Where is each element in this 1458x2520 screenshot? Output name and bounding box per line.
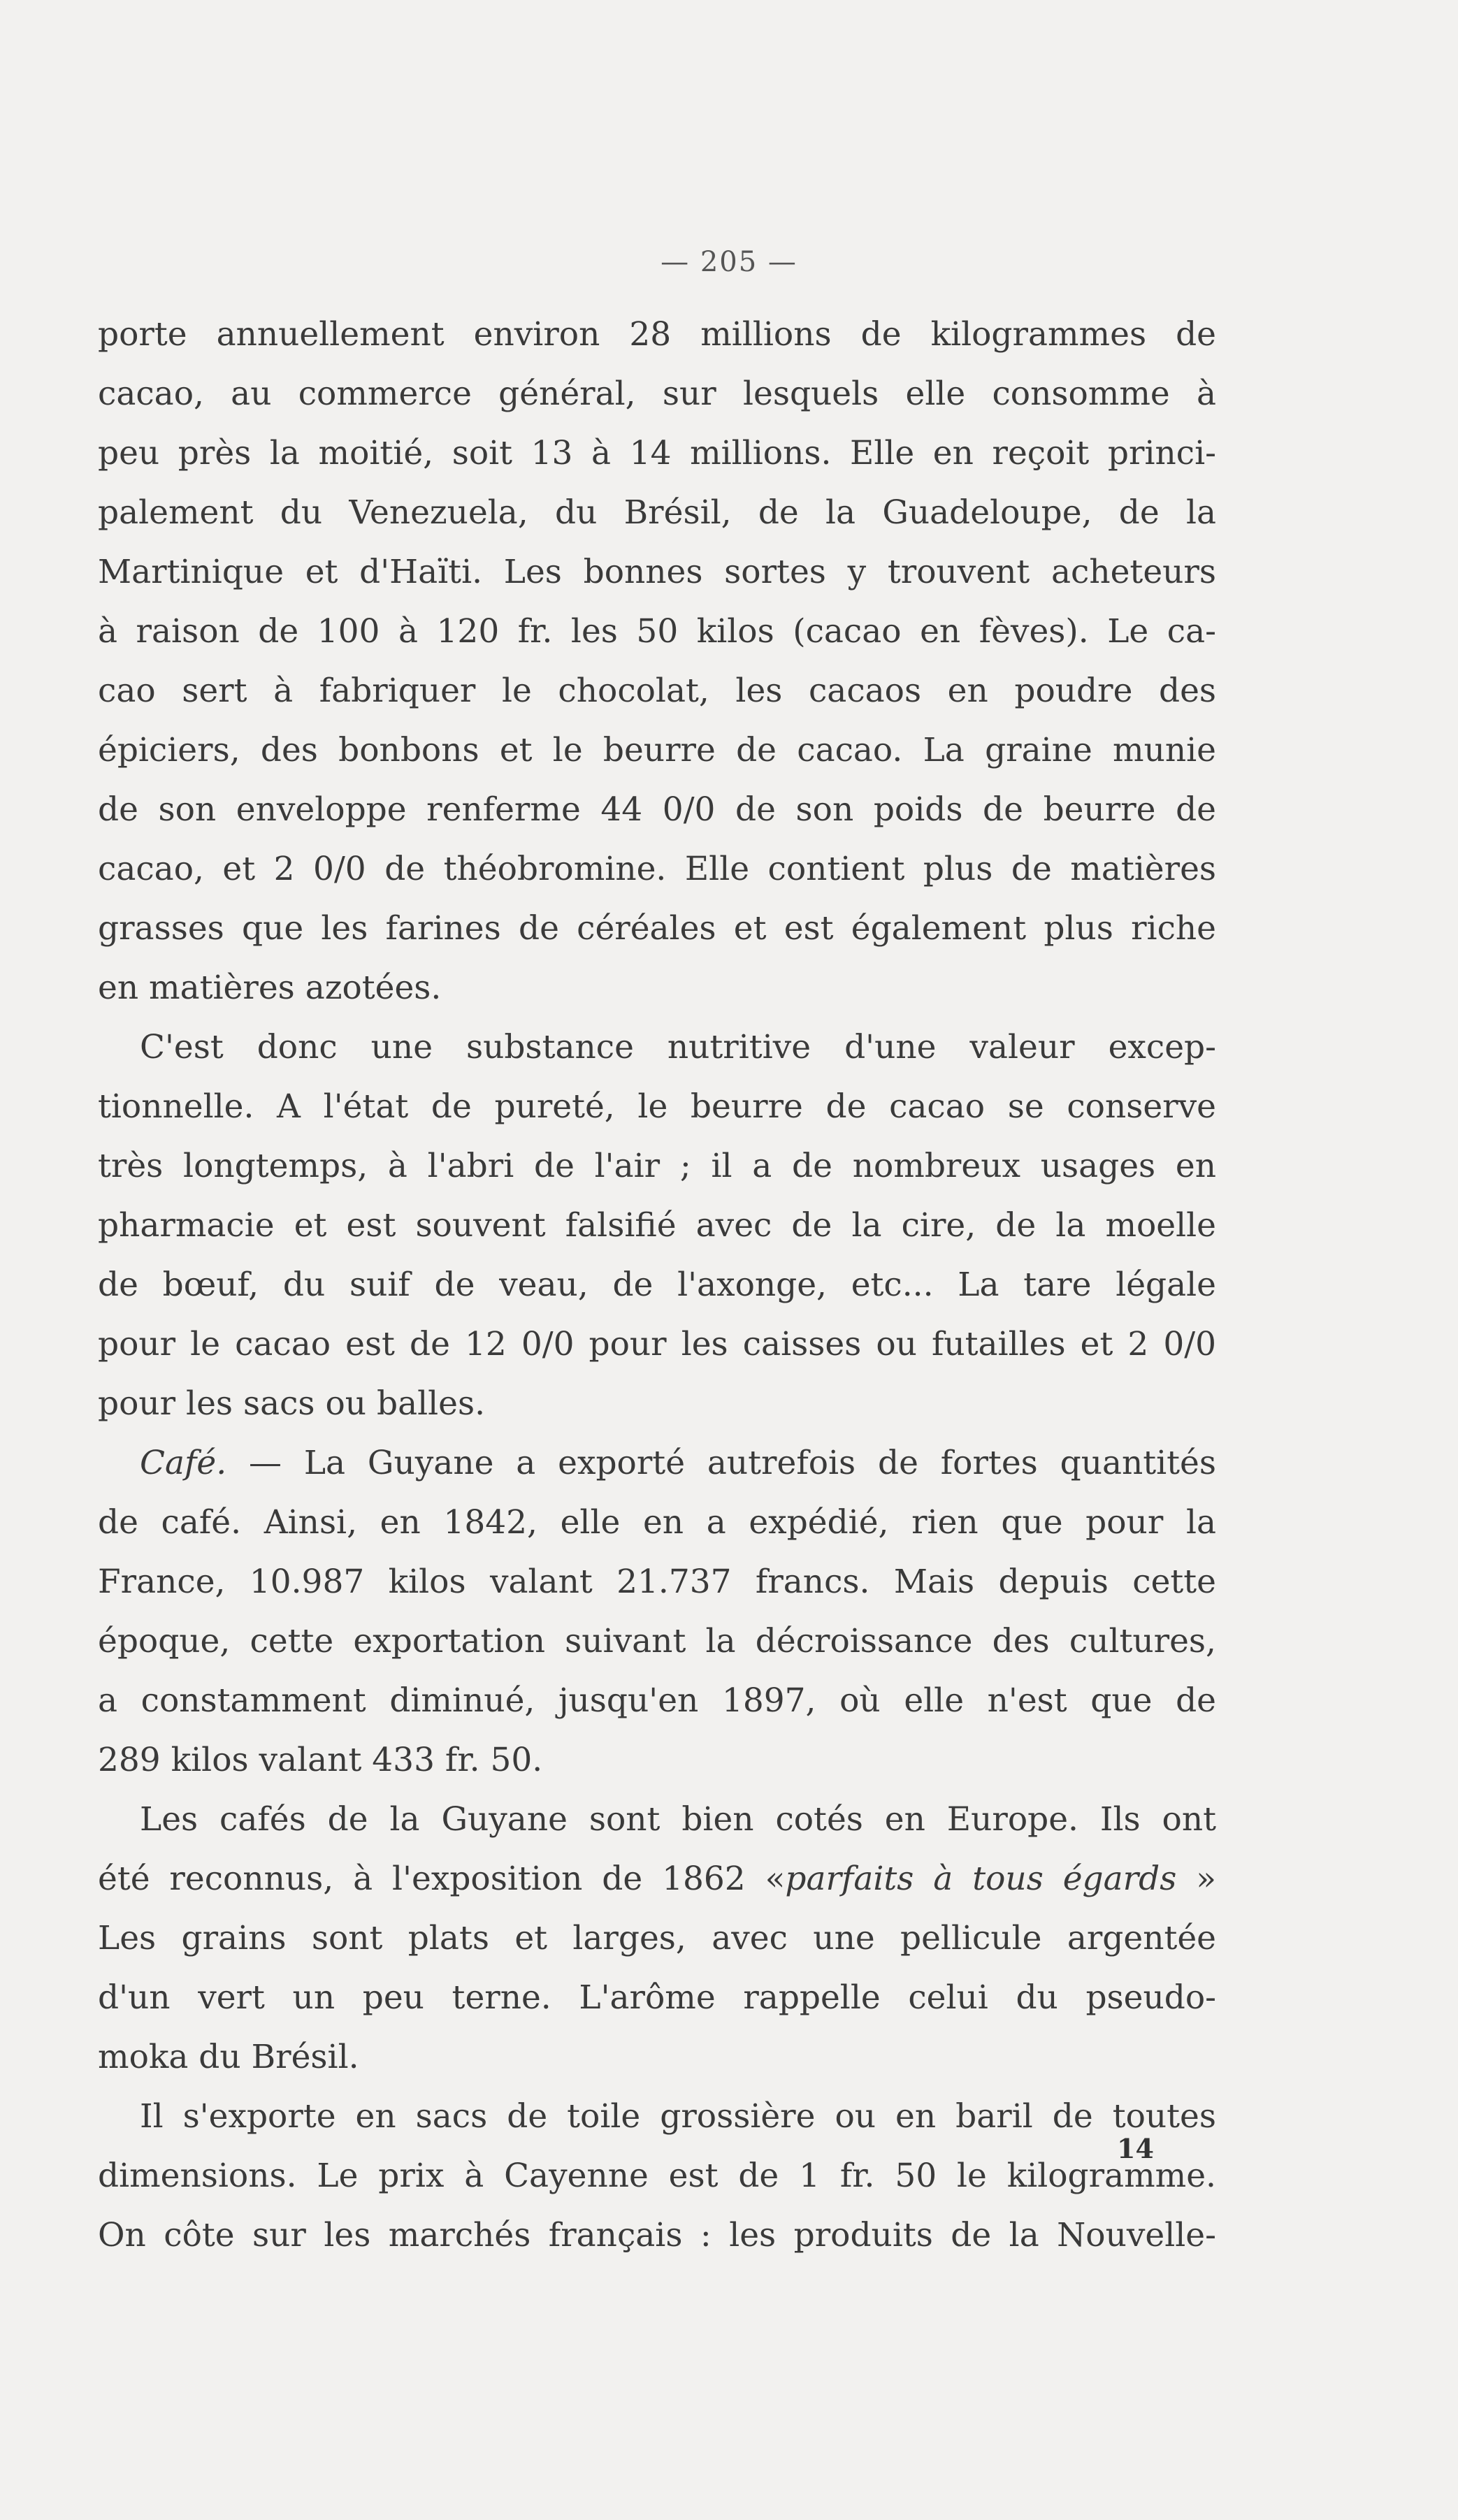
text-line: pour les sacs ou balles. [98, 1384, 486, 1423]
text-line: pour le cacao est de 12 0/0 pour les caisses ou futailles et 2 0/0 [98, 1325, 1216, 1363]
text-line: cacao, et 2 0/0 de théobromine. Elle contient plus de matières [98, 850, 1216, 888]
body-text [98, 305, 1216, 2265]
signature-mark: 14 [1117, 2133, 1154, 2164]
section-heading-cafe: Café. [140, 1444, 227, 1482]
text-line [98, 1433, 1216, 1493]
text-line: palement du Venezuela, du Brésil, de la Guadeloupe, de la [98, 493, 1216, 532]
text-line: Les grains sont plats et larges, avec une pellicule argentée [98, 1919, 1216, 1957]
text-line: 289 kilos valant 433 fr. 50. [98, 1741, 543, 1779]
text-line: Martinique et d'Haïti. Les bonnes sortes y trouvent acheteurs [98, 553, 1216, 591]
text-line: On côte sur les marchés français : les produits de la Nouvelle- [98, 2216, 1216, 2254]
text-line: cacao, au commerce général, sur lesquels elle consomme à [98, 375, 1216, 413]
text-line [98, 1849, 1216, 1909]
text-span: été reconnus, à l'exposition de 1862 « [98, 1860, 786, 1898]
text-span: — La Guyane a exporté autrefois de fortes quantités [226, 1444, 1216, 1482]
text-line: tionnelle. A l'état de pureté, le beurre de cacao se conserve [98, 1087, 1216, 1126]
text-line: d'un vert un peu terne. L'arôme rappelle celui du pseudo- [98, 1978, 1216, 2017]
quote-close: » [1176, 1860, 1216, 1898]
page-number: — 205 — [661, 246, 797, 278]
text-line: grasses que les farines de céréales et est également plus riche [98, 909, 1216, 948]
text-line: porte annuellement environ 28 millions de kilogrammes de [98, 315, 1216, 354]
text-line: moka du Brésil. [98, 2038, 359, 2076]
text-line: a constamment diminué, jusqu'en 1897, où elle n'est que de [98, 1681, 1216, 1720]
text-line: France, 10.987 kilos valant 21.737 francs. Mais depuis cette [98, 1563, 1216, 1601]
text-line: cao sert à fabriquer le chocolat, les cacaos en poudre des [98, 672, 1216, 710]
text-line: pharmacie et est souvent falsifié avec de la cire, de la moelle [98, 1206, 1216, 1245]
text-line: en matières azotées. [98, 969, 442, 1007]
text-line: très longtemps, à l'abri de l'air ; il a de nombreux usages en [98, 1147, 1216, 1185]
text-line: Les cafés de la Guyane sont bien cotés en Europe. Ils ont [140, 1800, 1216, 1839]
text-line: épiciers, des bonbons et le beurre de cacao. La graine munie [98, 731, 1216, 769]
text-line: de son enveloppe renferme 44 0/0 de son poids de beurre de [98, 790, 1216, 829]
text-line: Il s'exporte en sacs de toile grossière ou en baril de toutes [140, 2097, 1216, 2136]
text-line: époque, cette exportation suivant la décroissance des cultures, [98, 1622, 1216, 1660]
text-line: peu près la moitié, soit 13 à 14 millions. Elle en reçoit princi- [98, 434, 1216, 472]
text-line: de bœuf, du suif de veau, de l'axonge, etc... La tare légale [98, 1266, 1216, 1304]
text-line: C'est donc une substance nutritive d'une valeur excep- [140, 1028, 1216, 1066]
text-line: à raison de 100 à 120 fr. les 50 kilos (cacao en fèves). Le ca- [98, 612, 1216, 651]
text-line: de café. Ainsi, en 1842, elle en a expédié, rien que pour la [98, 1503, 1216, 1542]
text-line: dimensions. Le prix à Cayenne est de 1 fr. 50 le kilogramme. [98, 2157, 1216, 2195]
quote-text: parfaits à tous égards [785, 1860, 1177, 1898]
